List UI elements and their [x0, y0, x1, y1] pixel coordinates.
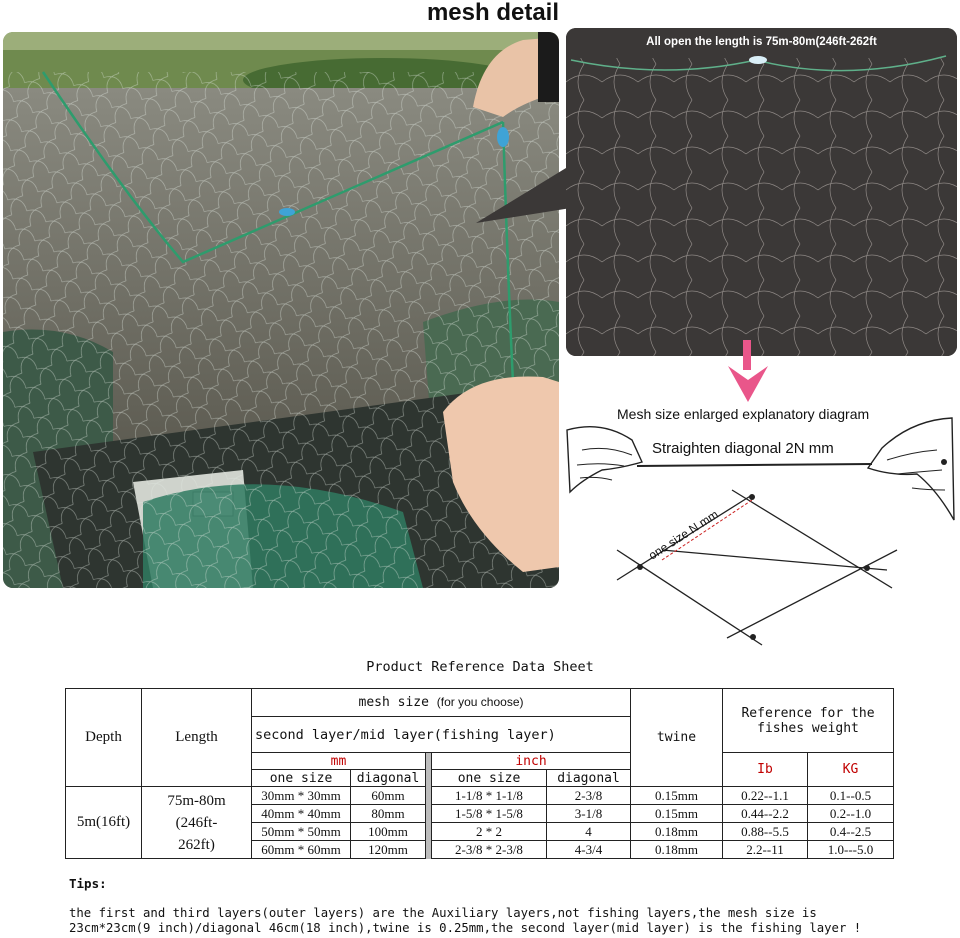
- cell-inch-size: 1-5/8 * 1-5/8: [432, 805, 547, 823]
- cell-mm-size: 30mm * 30mm: [252, 787, 351, 805]
- cell-kg: 0.4--2.5: [808, 823, 894, 841]
- diagonal-inch-header: diagonal: [547, 770, 631, 787]
- cell-twine: 0.15mm: [631, 805, 723, 823]
- cell-kg: 0.1--0.5: [808, 787, 894, 805]
- page-title: mesh detail: [426, 0, 560, 26]
- net-in-use-photo: [3, 32, 559, 588]
- layer-header: second layer/mid layer(fishing layer): [252, 717, 631, 753]
- mesh-size-note: (for you choose): [436, 695, 524, 709]
- net-length-caption: All open the length is 75m-80m(246ft-262ft: [646, 36, 877, 48]
- tips-text: [69, 906, 949, 936]
- cell-twine: 0.18mm: [631, 823, 723, 841]
- zoom-pointer: [476, 168, 576, 228]
- table-row: [66, 787, 894, 805]
- mesh-size-header: [252, 689, 631, 717]
- length-header: Length: [142, 689, 252, 787]
- lb-header: Ib: [723, 753, 808, 787]
- tips-line-1: the first and third layers(outer layers) are the Auxiliary layers,not fishing layers,the mesh size is: [69, 906, 817, 920]
- reference-table: [65, 688, 894, 859]
- cell-kg: 0.2--1.0: [808, 805, 894, 823]
- tips-line-2: 23cm*23cm(9 inch)/diagonal 46cm(18 inch),twine is 0.25mm,the second layer(mid layer) is the fishing layer !: [69, 921, 862, 935]
- cell-lb: 2.2--11: [723, 841, 808, 859]
- cell-mm-size: 60mm * 60mm: [252, 841, 351, 859]
- mesh-size-label: mesh size: [358, 695, 429, 710]
- length-value: 75m-80m (246ft- 262ft): [142, 787, 252, 859]
- arrow-down-icon: [726, 340, 770, 404]
- cell-mm-diagonal: 120mm: [351, 841, 426, 859]
- cell-twine: 0.15mm: [631, 787, 723, 805]
- cell-inch-diagonal: 3-1/8: [547, 805, 631, 823]
- cell-mm-diagonal: 60mm: [351, 787, 426, 805]
- tips-heading: Tips:: [69, 876, 107, 891]
- mm-header: mm: [252, 753, 426, 770]
- cell-inch-size: 2-3/8 * 2-3/8: [432, 841, 547, 859]
- cell-lb: 0.22--1.1: [723, 787, 808, 805]
- cell-inch-size: 1-1/8 * 1-1/8: [432, 787, 547, 805]
- cell-mm-diagonal: 100mm: [351, 823, 426, 841]
- cell-lb: 0.44--2.2: [723, 805, 808, 823]
- one-size-label: one size N mm: [646, 507, 721, 563]
- cell-inch-diagonal: 4: [547, 823, 631, 841]
- cell-lb: 0.88--5.5: [723, 823, 808, 841]
- inch-header: inch: [432, 753, 631, 770]
- cell-mm-diagonal: 80mm: [351, 805, 426, 823]
- cell-inch-diagonal: 4-3/4: [547, 841, 631, 859]
- twine-header: twine: [631, 689, 723, 787]
- one-size-inch-header: one size: [432, 770, 547, 787]
- cell-inch-diagonal: 2-3/8: [547, 787, 631, 805]
- cell-twine: 0.18mm: [631, 841, 723, 859]
- cell-mm-size: 50mm * 50mm: [252, 823, 351, 841]
- cell-inch-size: 2 * 2: [432, 823, 547, 841]
- diagonal-mm-header: diagonal: [351, 770, 426, 787]
- kg-header: KG: [808, 753, 894, 787]
- reference-header: Reference for the fishes weight: [723, 689, 894, 753]
- net-closeup-photo: [566, 28, 957, 356]
- diagram-title: Mesh size enlarged explanatory diagram: [617, 406, 870, 422]
- depth-value: 5m(16ft): [66, 787, 142, 859]
- straighten-label: Straighten diagonal 2N mm: [652, 440, 834, 457]
- cell-mm-size: 40mm * 40mm: [252, 805, 351, 823]
- depth-header: Depth: [66, 689, 142, 787]
- sheet-title: Product Reference Data Sheet: [366, 659, 594, 675]
- cell-kg: 1.0---5.0: [808, 841, 894, 859]
- one-size-mm-header: one size: [252, 770, 351, 787]
